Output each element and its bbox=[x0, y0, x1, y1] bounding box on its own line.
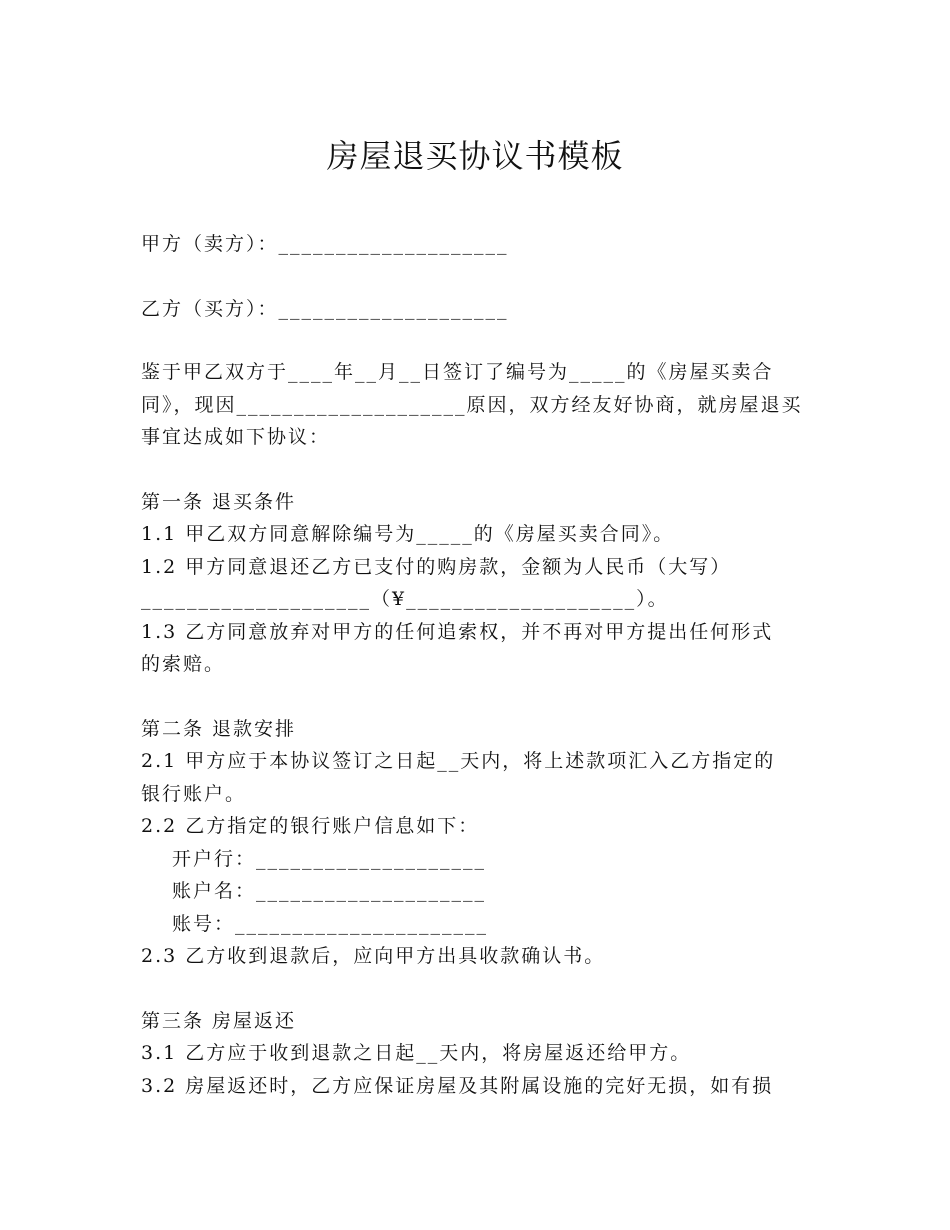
preamble-line: 鉴于甲乙双方于____年__月__日签订了编号为_____的《房屋买卖合 bbox=[141, 361, 774, 383]
article-1-clause: 的索赔。 bbox=[141, 653, 226, 675]
article-2-clause: 2.1 甲方应于本协议签订之日起__天内，将上述款项汇入乙方指定的 bbox=[141, 750, 776, 772]
article-1-clause: 1.2 甲方同意退还乙方已支付的购房款，金额为人民币（大写） bbox=[141, 556, 732, 578]
preamble-line: 事宜达成如下协议： bbox=[141, 426, 331, 448]
article-3-heading: 第三条 房屋返还 bbox=[141, 1010, 297, 1032]
preamble-line: 同》，现因____________________原因，双方经友好协商，就房屋退买 bbox=[141, 394, 803, 416]
article-1-clause: ____________________（¥____________________）。 bbox=[141, 588, 669, 610]
article-2-clause: 银行账户。 bbox=[141, 783, 247, 805]
bank-name-field: 开户行：____________________ bbox=[172, 848, 487, 870]
account-name-field: 账户名：____________________ bbox=[172, 880, 487, 902]
article-2-clause: 2.2 乙方指定的银行账户信息如下： bbox=[141, 815, 480, 837]
article-1-clause: 1.1 甲乙双方同意解除编号为_____的《房屋买卖合同》。 bbox=[141, 523, 675, 545]
article-3-clause: 3.1 乙方应于收到退款之日起__天内，将房屋返还给甲方。 bbox=[141, 1042, 692, 1064]
party-b-field: 乙方（买方）：____________________ bbox=[141, 298, 509, 320]
party-a-field: 甲方（卖方）：____________________ bbox=[141, 233, 509, 255]
account-number-field: 账号：______________________ bbox=[172, 913, 489, 935]
article-2-clause: 2.3 乙方收到退款后，应向甲方出具收款确认书。 bbox=[141, 945, 606, 967]
document-title: 房屋退买协议书模板 bbox=[326, 137, 624, 175]
article-1-clause: 1.3 乙方同意放弃对甲方的任何追索权，并不再对甲方提出任何形式 bbox=[141, 621, 774, 643]
article-3-clause: 3.2 房屋返还时，乙方应保证房屋及其附属设施的完好无损，如有损 bbox=[141, 1075, 774, 1097]
article-2-heading: 第二条 退款安排 bbox=[141, 718, 297, 740]
article-1-heading: 第一条 退买条件 bbox=[141, 491, 297, 513]
